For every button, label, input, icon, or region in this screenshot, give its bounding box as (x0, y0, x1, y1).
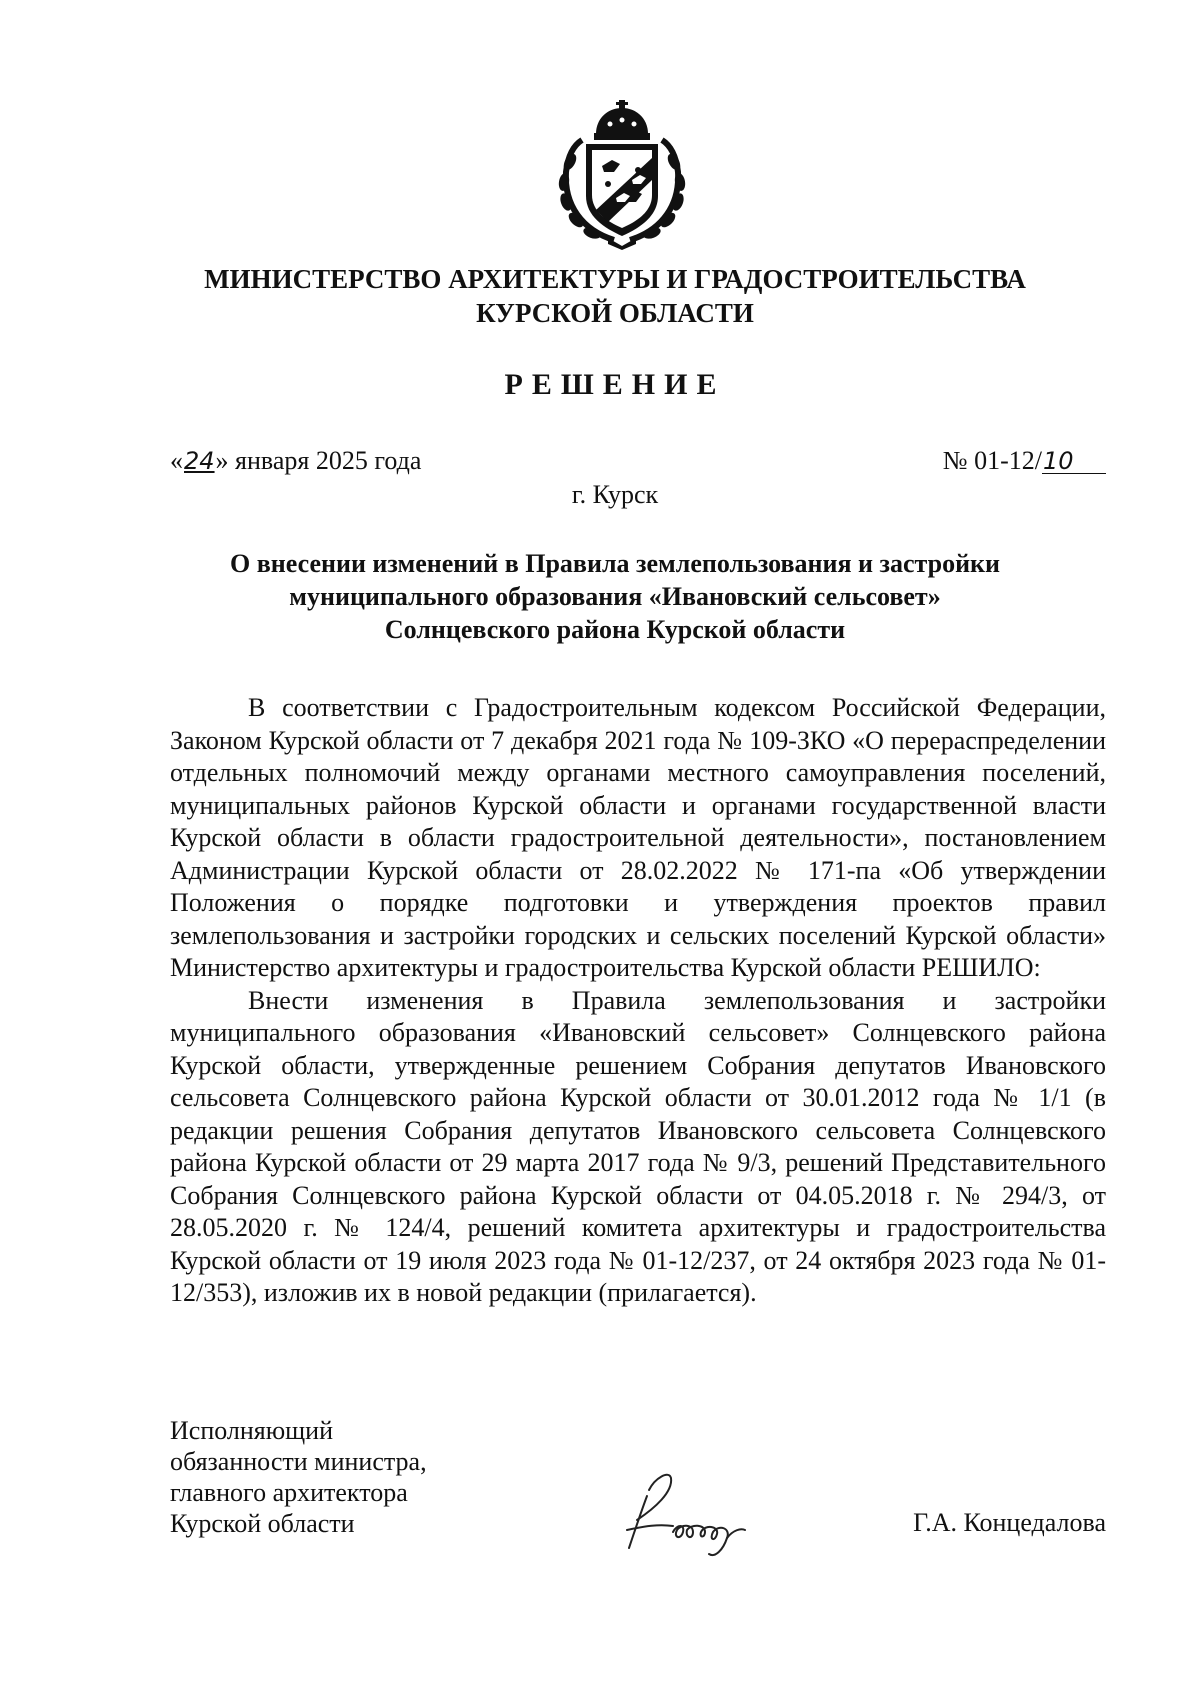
body-paragraph-2: Внести изменения в Правила землепользования и застройки муниципального образования «Ивановский сельсовет» Солнцевского района Курской области, утвержденные решением Собрания депутатов Ивановского сельсовета Солнцевского района Курской области от 30.01.2012 года № 1/1 (в редакции решения Собрания депутатов Ивановского сельсовета Солнцевского района Курской области от 29 марта 2017 года № 9/3, решений Представительного Собрания Солнцевского района Курской области от 04.05.2018 г. № 294/3, от 28.05.2020 г. № 124/4, решений комитета архитектуры и градостроительства Курской области от 19 июля 2023 года № 01-12/237, от 24 октября 2023 года № 01-12/353), изложив их в новой редакции (прилагается). (170, 985, 1106, 1307)
signer-name: Г.А. Концедалова (913, 1508, 1106, 1537)
subject-line1: О внесении изменений в Правила землепользования и застройки (229, 549, 1001, 578)
signature-icon (615, 1468, 770, 1558)
body-paragraph-1: В соответствии с Градостроительным кодексом Российской Федерации, Законом Курской области от 7 декабря 2021 года № 109-ЗКО «О перераспределении отдельных полномочий между органами местного самоуправления поселений, муниципальных районов Курской области и органами государственной власти Курской области в области градостроительной деятельности», постановлением Администрации Курской области от 28.02.2022 № 171-па «Об утверждении Положения о порядке подготовки и утверждения проектов правил землепользования и застройки городских и сельских поселений Курской области» Министерство архитектуры и градостроительства Курской области РЕШИЛО: (170, 693, 1106, 982)
subject-line2: муниципального образования «Ивановский сельсовет» (289, 582, 941, 611)
signer-role-line: обязанности министра, (170, 1447, 427, 1476)
signer-role-line: главного архитектора (170, 1478, 408, 1507)
date-rest: » января 2025 года (215, 446, 422, 475)
signer-role (170, 1415, 427, 1539)
date-open-quote: « (170, 446, 183, 475)
ministry-name-line1: МИНИСТЕРСТВО АРХИТЕКТУРЫ И ГРАДОСТРОИТЕЛЬСТВА (204, 264, 1026, 294)
ministry-name-line2: КУРСКОЙ ОБЛАСТИ (476, 298, 754, 328)
ministry-header (150, 262, 1080, 330)
document-meta-line (170, 444, 1106, 478)
document-number-prefix: № 01-12/ (942, 446, 1042, 475)
document-type-title: РЕШЕНИЕ (504, 368, 726, 401)
coat-of-arms-icon (552, 100, 692, 250)
document-subject (150, 547, 1080, 646)
document-number (943, 444, 1106, 478)
document-number-handwritten: 10 (1042, 449, 1106, 474)
document-body (170, 692, 1106, 1310)
subject-line3: Солнцевского района Курской области (384, 615, 846, 644)
document-city: г. Курск (571, 480, 659, 509)
signer-role-line: Курской области (170, 1509, 355, 1538)
date-day-handwritten: 24 (184, 447, 215, 475)
document-date (170, 444, 421, 478)
signer-role-line: Исполняющий (170, 1416, 334, 1445)
